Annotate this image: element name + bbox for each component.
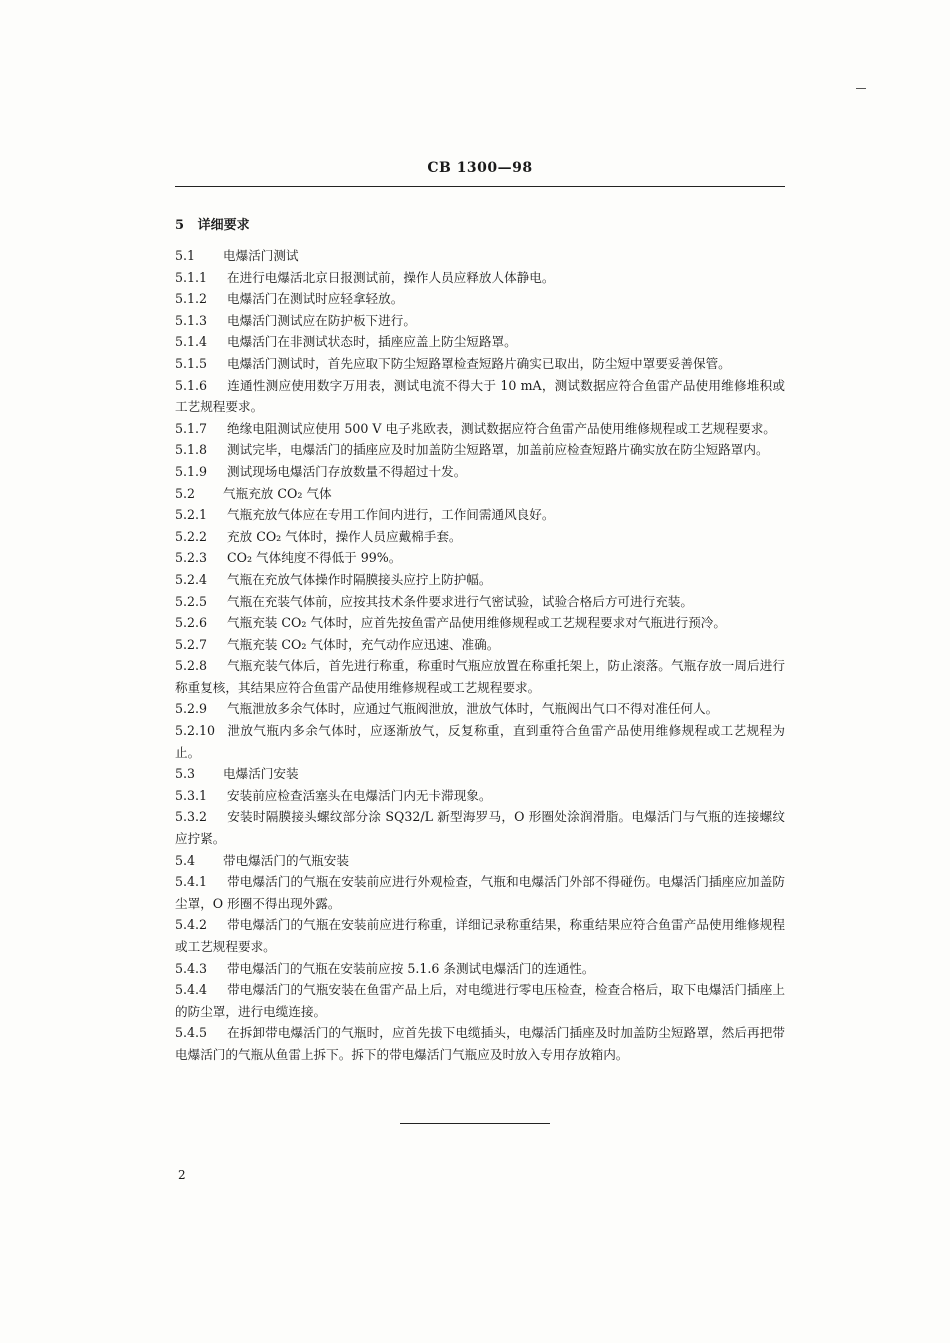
clause-item — [175, 353, 785, 375]
clause-number: 5.4 — [175, 852, 196, 868]
clause-number: 5.3.1 — [175, 787, 208, 803]
clause-item — [175, 1022, 785, 1065]
clause-number: 5.1 — [175, 248, 196, 263]
clause-item — [175, 655, 785, 698]
end-rule — [400, 1123, 550, 1124]
clause-item — [175, 914, 785, 957]
clause-text: 电爆活门在测试时应轻拿轻放。 — [227, 291, 404, 307]
subsection-heading — [175, 483, 785, 505]
clause-text: 在拆卸带电爆活门的气瓶时，应首先拔下电缆插头，电爆活门插座及时加盖防尘短路罩，然后再把带电爆活门的气瓶从鱼雷上拆下。拆下的带电爆活门气瓶应及时放入专用存放箱内。 — [175, 1025, 785, 1062]
clause-text: 测试完毕，电爆活门的插座应及时加盖防尘短路罩，加盖前应检查短路片确实放在防尘短路罩内。 — [227, 442, 769, 458]
clause-text: 电爆活门测试应在防护板下进行。 — [227, 312, 416, 328]
clause-number: 5.4.2 — [175, 917, 208, 933]
clause-number: 5.1.4 — [175, 334, 208, 350]
clause-number: 5.2.7 — [175, 636, 208, 652]
clause-number: 5.1.6 — [175, 377, 208, 393]
header-rule — [175, 186, 785, 187]
clause-text: 测试现场电爆活门存放数量不得超过十发。 — [227, 463, 467, 479]
clause-item — [175, 439, 785, 461]
clause-number: 5.2.10 — [175, 723, 216, 739]
clause-text: 带电爆活门的气瓶安装在鱼雷产品上后，对电缆进行零电压检查，检查合格后，取下电爆活门插座上的防尘罩，进行电缆连接。 — [175, 982, 785, 1019]
clause-item — [175, 461, 785, 483]
clause-number: 5.1.3 — [175, 312, 208, 328]
clause-number: 5.1.5 — [175, 355, 208, 371]
section-title: 详细要求 — [197, 218, 250, 233]
clause-number: 5.1.9 — [175, 463, 208, 479]
clause-item — [175, 634, 785, 656]
subsection-heading — [175, 245, 785, 267]
clause-number: 5.2.2 — [175, 528, 208, 544]
document-code-header: CB 1300—98 — [427, 160, 533, 176]
clause-item — [175, 418, 785, 440]
clause-item — [175, 979, 785, 1022]
clause-text: 绝缘电阻测试应使用 500 V 电子兆欧表，测试数据应符合鱼雷产品使用维修规程或工艺规程要求。 — [227, 420, 776, 436]
clause-number: 5.2.3 — [175, 550, 208, 566]
clause-item — [175, 375, 785, 418]
clause-item — [175, 720, 785, 763]
clause-text: CO₂ 气体纯度不得低于 99%。 — [227, 550, 402, 566]
clause-number: 5.4.3 — [175, 960, 208, 976]
section-heading — [175, 214, 250, 233]
clause-number: 5.2.8 — [175, 658, 208, 674]
clause-number: 5.1.1 — [175, 269, 208, 285]
clause-number: 5.2.1 — [175, 507, 208, 523]
clause-text: 在进行电爆活北京日报测试前，操作人员应释放人体静电。 — [227, 269, 555, 285]
page-number: 2 — [178, 1168, 186, 1182]
clause-item — [175, 871, 785, 914]
clause-text: 气瓶充装 CO₂ 气体时，充气动作应迅速、准确。 — [227, 636, 500, 652]
subsection-heading — [175, 763, 785, 785]
clause-text: 带电爆活门的气瓶安装 — [223, 852, 349, 868]
clause-text: 连通性测应使用数字万用表，测试电流不得大于 10 mA，测试数据应符合鱼雷产品使用维修堆积或工艺规程要求。 — [175, 377, 785, 415]
clause-item — [175, 958, 785, 980]
clause-text: 气瓶充装 CO₂ 气体时，应首先按鱼雷产品使用维修规程或工艺规程要求对气瓶进行预冷。 — [227, 615, 726, 631]
clause-text: 电爆活门测试时，首先应取下防尘短路罩检查短路片确实已取出，防尘短中罩要妥善保管。 — [227, 355, 731, 371]
clause-list — [175, 245, 785, 1066]
clause-number: 5.2.9 — [175, 701, 208, 717]
clause-number: 5.2.6 — [175, 615, 208, 631]
clause-number: 5.1.8 — [175, 442, 208, 458]
clause-item — [175, 591, 785, 613]
clause-number: 5.1.7 — [175, 420, 208, 436]
clause-text: 气瓶泄放多余气体时，应通过气瓶阀泄放，泄放气体时，气瓶阀出气口不得对准任何人。 — [227, 701, 719, 717]
clause-text: 气瓶充放 CO₂ 气体 — [223, 485, 332, 501]
clause-text: 安装时隔膜接头螺纹部分涂 SQ32/L 新型海罗马，O 形圈处涂润滑脂。电爆活门与气瓶的连接螺纹应拧紧。 — [175, 809, 785, 847]
clause-text: 带电爆活门的气瓶在安装前应进行外观检查，气瓶和电爆活门外部不得碰伤。电爆活门插座应加盖防尘罩，O 形圈不得出现外露。 — [175, 874, 785, 911]
clause-item — [175, 698, 785, 720]
clause-item — [175, 331, 785, 353]
clause-item — [175, 504, 785, 526]
clause-number: 5.2.5 — [175, 593, 208, 609]
section-number: 5 — [175, 218, 185, 233]
clause-item — [175, 806, 785, 849]
clause-text: 气瓶在充装气体前，应按其技术条件要求进行气密试验，试验合格后方可进行充装。 — [227, 593, 693, 609]
clause-text: 电爆活门测试 — [223, 248, 299, 263]
clause-item — [175, 310, 785, 332]
clause-item — [175, 288, 785, 310]
clause-number: 5.4.4 — [175, 982, 208, 998]
clause-text: 带电爆活门的气瓶在安装前应按 5.1.6 条测试电爆活门的连通性。 — [227, 960, 595, 976]
clause-number: 5.1.2 — [175, 291, 208, 307]
clause-item — [175, 526, 785, 548]
clause-number: 5.2 — [175, 485, 196, 501]
clause-text: 安装前应检查活塞头在电爆活门内无卡滞现象。 — [227, 787, 492, 803]
clause-number: 5.2.4 — [175, 571, 208, 587]
clause-item — [175, 569, 785, 591]
clause-item — [175, 267, 785, 289]
clause-item — [175, 612, 785, 634]
clause-text: 带电爆活门的气瓶在安装前应进行称重，详细记录称重结果，称重结果应符合鱼雷产品使用维修规程或工艺规程要求。 — [175, 917, 785, 954]
clause-number: 5.3 — [175, 766, 196, 782]
clause-number: 5.4.1 — [175, 874, 208, 890]
clause-text: 充放 CO₂ 气体时，操作人员应戴棉手套。 — [227, 528, 462, 544]
subsection-heading — [175, 850, 785, 872]
clause-text: 气瓶在充放气体操作时隔膜接头应拧上防护幅。 — [227, 571, 492, 587]
clause-text: 气瓶充装气体后，首先进行称重，称重时气瓶应放置在称重托架上，防止滚落。气瓶存放一周后进行称重复核，其结果应符合鱼雷产品使用维修规程或工艺规程要求。 — [175, 658, 785, 695]
clause-text: 泄放气瓶内多余气体时，应逐渐放气，反复称重，直到重符合鱼雷产品使用维修规程或工艺规程为止。 — [175, 723, 785, 760]
corner-mark — [856, 88, 866, 89]
clause-number: 5.3.2 — [175, 809, 208, 825]
clause-text: 气瓶充放气体应在专用工作间内进行，工作间需通风良好。 — [227, 507, 555, 523]
clause-item — [175, 547, 785, 569]
clause-item — [175, 785, 785, 807]
clause-number: 5.4.5 — [175, 1025, 208, 1041]
clause-text: 电爆活门在非测试状态时，插座应盖上防尘短路罩。 — [227, 334, 517, 350]
clause-text: 电爆活门安装 — [223, 766, 299, 782]
